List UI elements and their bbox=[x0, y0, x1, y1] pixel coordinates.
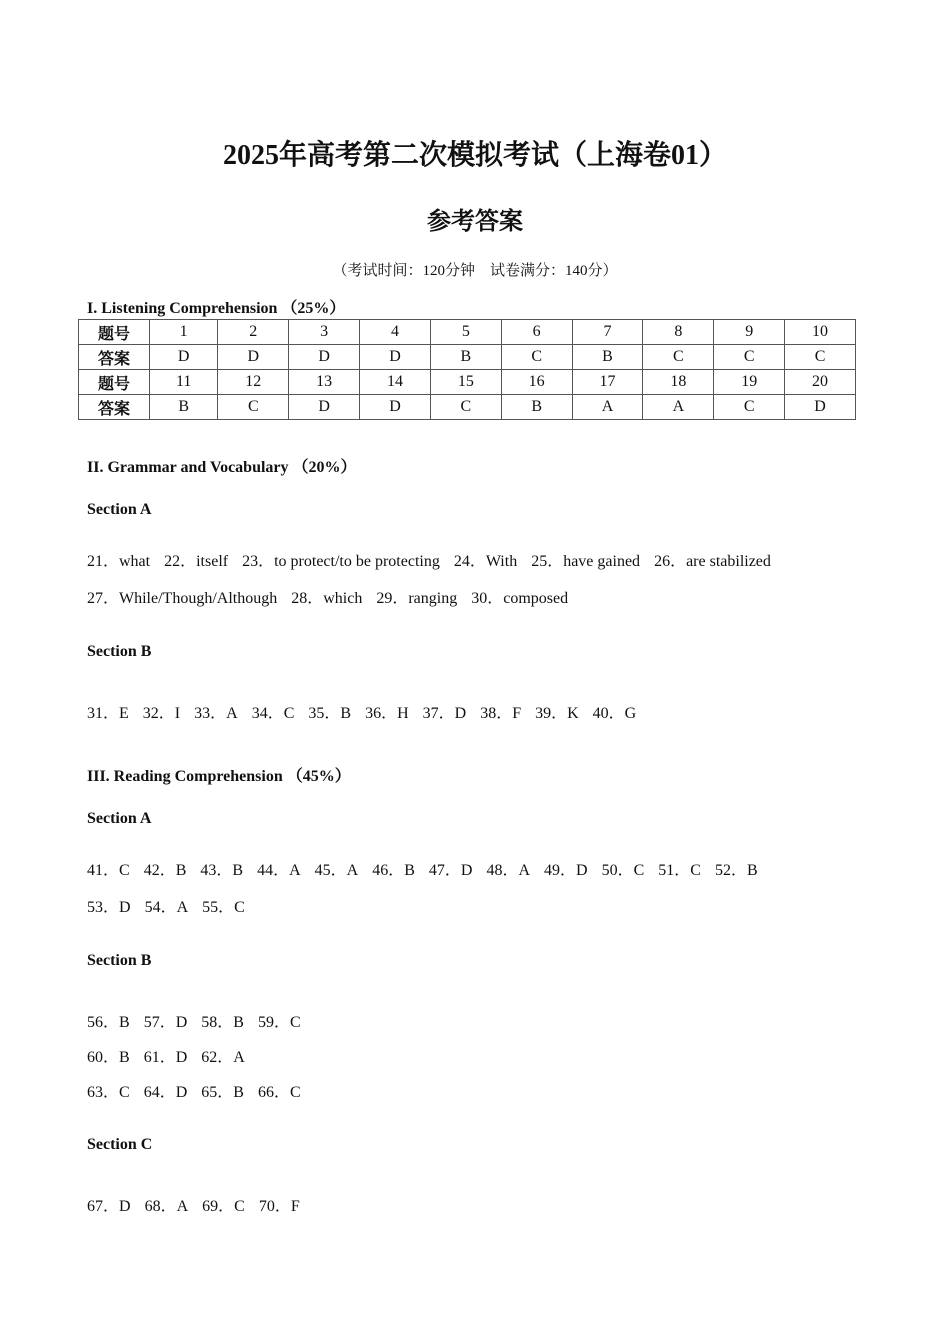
answer-item: 27．While/Though/Although bbox=[87, 590, 278, 607]
question-number-cell: 3 bbox=[289, 320, 360, 345]
answer-cell: C bbox=[430, 395, 501, 420]
answer-item: 47．D bbox=[428, 862, 473, 879]
answer-cell: B bbox=[430, 345, 501, 370]
answer-line bbox=[87, 585, 582, 608]
answer-item: 68．A bbox=[144, 1198, 189, 1215]
answer-item: 52．B bbox=[714, 862, 758, 879]
question-number-cell: 7 bbox=[572, 320, 643, 345]
part2-section-b-label: Section B bbox=[87, 643, 152, 660]
answer-item: 55．C bbox=[202, 899, 245, 916]
answer-cell: D bbox=[785, 395, 856, 420]
part2-heading: II. Grammar and Vocabulary （20%） bbox=[87, 459, 357, 476]
question-number-row bbox=[79, 370, 856, 395]
answer-item: 54．A bbox=[144, 899, 189, 916]
answer-item: 61．D bbox=[143, 1049, 188, 1066]
answer-cell: D bbox=[150, 345, 218, 370]
answer-cell: D bbox=[289, 345, 360, 370]
answer-item: 69．C bbox=[202, 1198, 245, 1215]
answer-item: 57．D bbox=[143, 1014, 188, 1031]
answer-item: 26．are stabilized bbox=[654, 553, 771, 570]
document-subtitle: 参考答案 bbox=[427, 209, 523, 235]
answer-item: 39．K bbox=[535, 705, 579, 722]
answer-item: 50．C bbox=[601, 862, 645, 879]
part3-section-b-label: Section B bbox=[87, 952, 152, 969]
answer-item: 36．H bbox=[365, 705, 409, 722]
question-number-cell: 18 bbox=[643, 370, 714, 395]
question-number-cell: 19 bbox=[714, 370, 785, 395]
answer-item: 49．D bbox=[544, 862, 588, 879]
part3-section-c-label: Section C bbox=[87, 1136, 153, 1153]
question-number-cell: 9 bbox=[714, 320, 785, 345]
answer-line bbox=[87, 1193, 314, 1216]
answer-item: 28．which bbox=[291, 590, 363, 607]
question-number-cell: 16 bbox=[501, 370, 572, 395]
answer-line bbox=[87, 1044, 259, 1067]
answer-item: 24．With bbox=[453, 553, 518, 570]
row-label: 答案 bbox=[79, 345, 150, 370]
question-number-cell: 11 bbox=[150, 370, 218, 395]
row-label: 答案 bbox=[79, 395, 150, 420]
answer-cell: C bbox=[785, 345, 856, 370]
answer-item: 60．B bbox=[87, 1049, 130, 1066]
question-number-row bbox=[79, 320, 856, 345]
question-number-cell: 6 bbox=[501, 320, 572, 345]
part1-heading: I. Listening Comprehension （25%） bbox=[87, 300, 346, 317]
answer-item: 23．to protect/to be protecting bbox=[242, 553, 440, 570]
answer-cell: C bbox=[218, 395, 289, 420]
answer-item: 21．what bbox=[87, 553, 151, 570]
question-number-cell: 8 bbox=[643, 320, 714, 345]
answer-item: 67．D bbox=[87, 1198, 131, 1215]
question-number-cell: 5 bbox=[430, 320, 501, 345]
question-number-cell: 20 bbox=[785, 370, 856, 395]
answer-line bbox=[87, 1079, 315, 1102]
answer-item: 48．A bbox=[486, 862, 530, 879]
answer-item: 51．C bbox=[658, 862, 701, 879]
answer-line bbox=[87, 857, 772, 880]
answer-item: 42．B bbox=[143, 862, 187, 879]
listening-answer-table bbox=[78, 319, 856, 420]
answer-cell: C bbox=[501, 345, 572, 370]
answer-item: 65．B bbox=[201, 1084, 244, 1101]
answer-item: 37．D bbox=[422, 705, 467, 722]
answer-cell: A bbox=[572, 395, 643, 420]
answer-item: 58．B bbox=[201, 1014, 244, 1031]
part3-heading: III. Reading Comprehension （45%） bbox=[87, 768, 351, 785]
question-number-cell: 2 bbox=[218, 320, 289, 345]
question-number-cell: 14 bbox=[360, 370, 431, 395]
answer-item: 64．D bbox=[143, 1084, 188, 1101]
answer-line bbox=[87, 548, 785, 571]
answer-item: 31．E bbox=[87, 705, 129, 722]
answer-item: 56．B bbox=[87, 1014, 130, 1031]
answer-item: 53．D bbox=[87, 899, 131, 916]
answer-item: 62．A bbox=[201, 1049, 245, 1066]
document-title: 2025年高考第二次模拟考试（上海卷01） bbox=[222, 140, 727, 171]
answer-item: 45．A bbox=[314, 862, 359, 879]
question-number-cell: 10 bbox=[785, 320, 856, 345]
answer-cell: C bbox=[714, 345, 785, 370]
answer-item: 32．I bbox=[142, 705, 181, 722]
answer-item: 30．composed bbox=[471, 590, 569, 607]
answer-line bbox=[87, 1009, 315, 1032]
answer-item: 33．A bbox=[194, 705, 238, 722]
question-number-cell: 1 bbox=[150, 320, 218, 345]
answer-item: 34．C bbox=[251, 705, 295, 722]
answer-row bbox=[79, 345, 856, 370]
answer-line bbox=[87, 894, 259, 917]
answer-cell: B bbox=[150, 395, 218, 420]
answer-item: 40．G bbox=[592, 705, 637, 722]
answer-item: 22．itself bbox=[164, 553, 229, 570]
answer-cell: A bbox=[643, 395, 714, 420]
answer-item: 59．C bbox=[257, 1014, 301, 1031]
answer-item: 46．B bbox=[372, 862, 415, 879]
answer-item: 70．F bbox=[258, 1198, 300, 1215]
answer-cell: C bbox=[714, 395, 785, 420]
answer-item: 25．have gained bbox=[531, 553, 641, 570]
part2-section-a-label: Section A bbox=[87, 501, 152, 518]
question-number-cell: 13 bbox=[289, 370, 360, 395]
answer-cell: B bbox=[501, 395, 572, 420]
answer-cell: D bbox=[218, 345, 289, 370]
answer-cell: D bbox=[289, 395, 360, 420]
question-number-cell: 15 bbox=[430, 370, 501, 395]
question-number-cell: 17 bbox=[572, 370, 643, 395]
question-number-cell: 4 bbox=[360, 320, 431, 345]
answer-row bbox=[79, 395, 856, 420]
answer-item: 66．C bbox=[257, 1084, 301, 1101]
answer-item: 38．F bbox=[480, 705, 522, 722]
question-number-cell: 12 bbox=[218, 370, 289, 395]
row-label: 题号 bbox=[79, 320, 150, 345]
answer-line bbox=[87, 700, 650, 723]
answer-cell: D bbox=[360, 395, 431, 420]
answer-cell: C bbox=[643, 345, 714, 370]
answer-item: 35．B bbox=[308, 705, 352, 722]
answer-cell: B bbox=[572, 345, 643, 370]
part3-section-a-label: Section A bbox=[87, 810, 152, 827]
answer-item: 63．C bbox=[87, 1084, 130, 1101]
answer-item: 41．C bbox=[87, 862, 130, 879]
answer-item: 44．A bbox=[257, 862, 301, 879]
answer-item: 43．B bbox=[200, 862, 244, 879]
row-label: 题号 bbox=[79, 370, 150, 395]
answer-item: 29．ranging bbox=[376, 590, 458, 607]
answer-cell: D bbox=[360, 345, 431, 370]
exam-meta: （考试时间：120分钟 试卷满分：140分） bbox=[332, 263, 618, 279]
